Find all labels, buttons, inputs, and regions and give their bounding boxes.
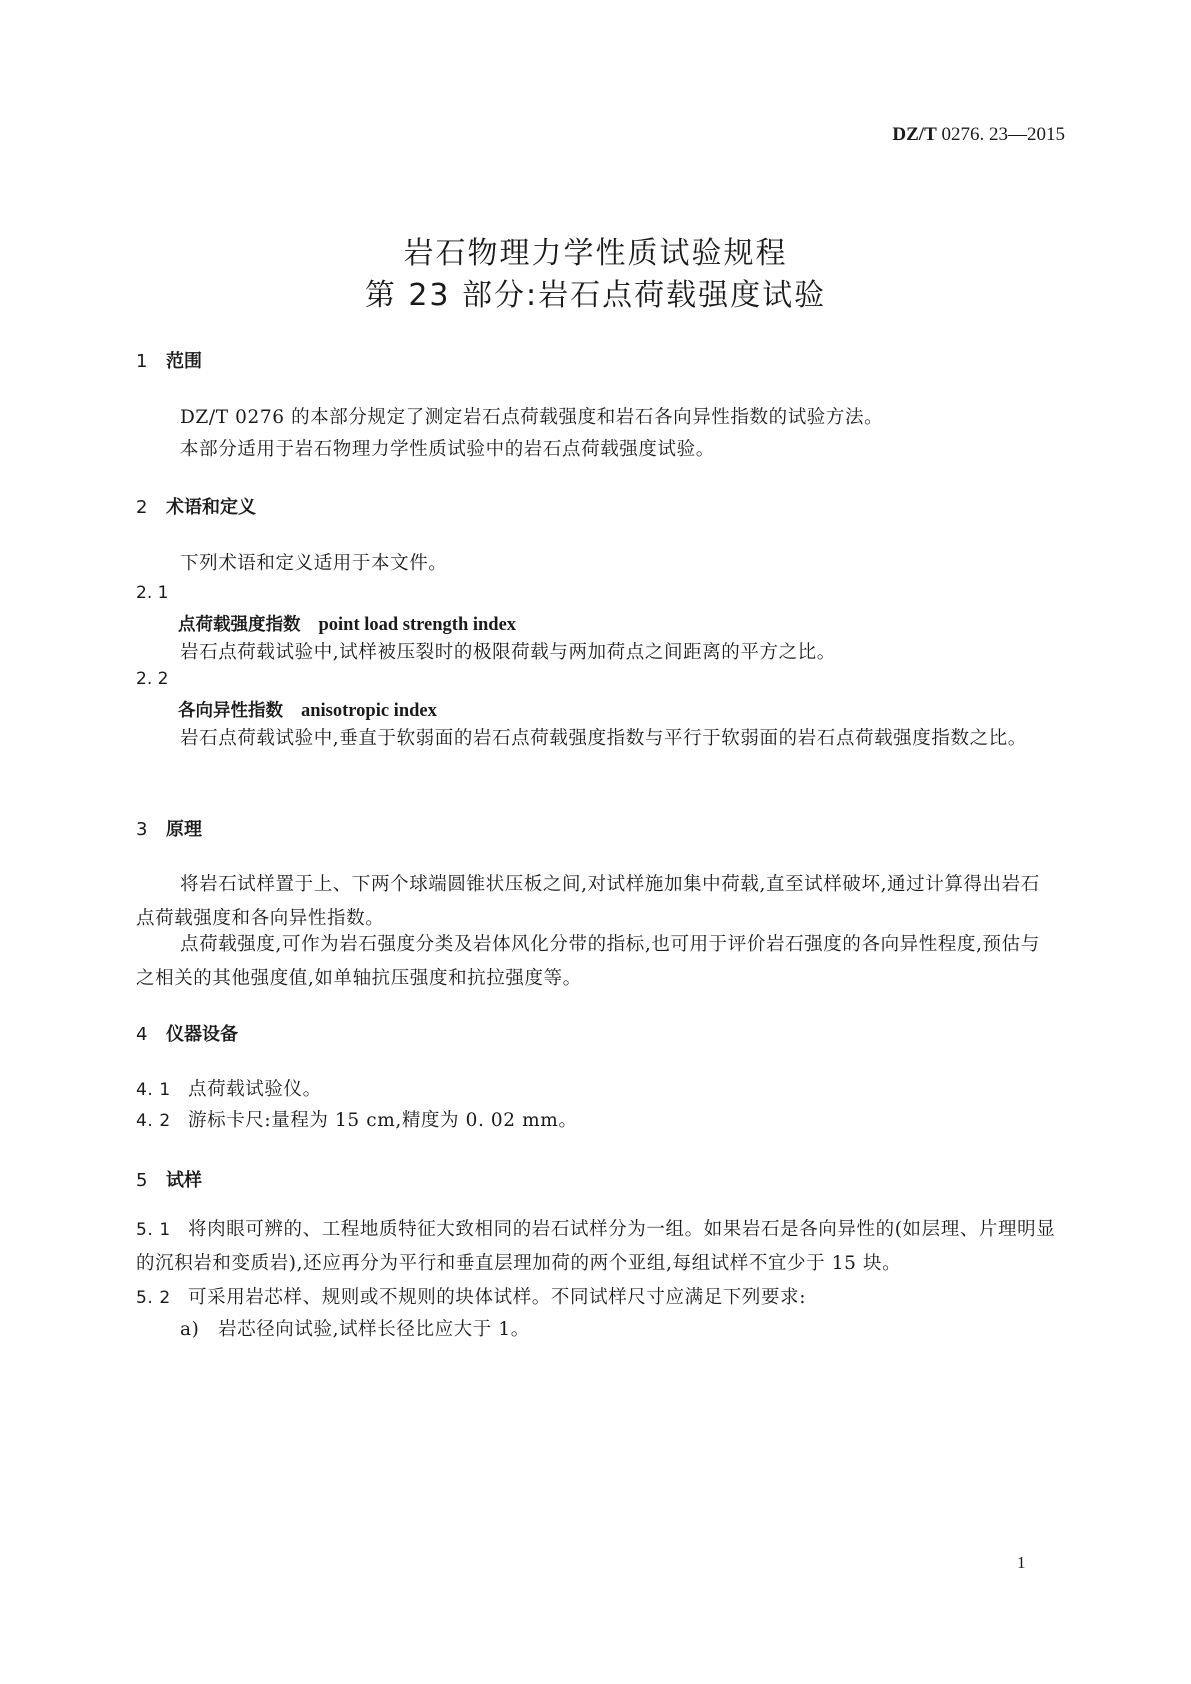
page-number: 1	[1017, 1553, 1026, 1572]
paragraph: 本部分适用于岩石物理力学性质试验中的岩石点荷载强度试验。	[180, 439, 715, 460]
section-heading-terms: 2 术语和定义	[136, 497, 256, 518]
sample-clause: 5. 1 将肉眼可辨的、工程地质特征大致相同的岩石试样分为一组。如果岩石是各向异性的(如层理、片理明显的沉积岩和变质岩),还应再分为平行和垂直层理加荷的两个亚组,每组试样不宜少于 15 块。	[136, 1219, 1056, 1274]
equipment-item: 4. 2 游标卡尺:量程为 15 cm,精度为 0. 02 mm。	[136, 1110, 578, 1131]
clause-number: 2. 2	[136, 669, 169, 689]
section-heading-equipment: 4 仪器设备	[136, 1024, 238, 1045]
document-title: 岩石物理力学性质试验规程	[403, 236, 788, 271]
equipment-item: 4. 1 点荷载试验仪。	[136, 1079, 322, 1100]
term-definition: 岩石点荷载试验中,垂直于软弱面的岩石点荷载强度指数与平行于软弱面的岩石点荷载强度指数之比。	[180, 728, 1027, 749]
term-definition: 岩石点荷载试验中,试样被压裂时的极限荷载与两加荷点之间距离的平方之比。	[180, 642, 836, 663]
standard-code: DZ/T 0276. 23—2015	[892, 124, 1065, 145]
paragraph: 点荷载强度,可作为岩石强度分类及岩体风化分带的指标,也可用于评价岩石强度的各向异性程度,预估与之相关的其他强度值,如单轴抗压强度和抗拉强度等。	[136, 934, 1040, 989]
paragraph: 将岩石试样置于上、下两个球端圆锥状压板之间,对试样施加集中荷载,直至试样破坏,通过计算得出岩石点荷载强度和各向异性指数。	[136, 874, 1040, 929]
clause-number: 2. 1	[136, 583, 169, 603]
paragraph: 下列术语和定义适用于本文件。	[180, 553, 448, 574]
list-item: a) 岩芯径向试验,试样长径比应大于 1。	[180, 1319, 530, 1340]
sample-clause: 5. 2 可采用岩芯样、规则或不规则的块体试样。不同试样尺寸应满足下列要求:	[136, 1287, 807, 1308]
term-heading: 各向异性指数 anisotropic index	[178, 701, 437, 721]
paragraph: DZ/T 0276 的本部分规定了测定岩石点荷载强度和岩石各向异性指数的试验方法。	[180, 407, 884, 428]
term-heading: 点荷载强度指数 point load strength index	[178, 615, 517, 635]
document-subtitle: 第 23 部分:岩石点荷载强度试验	[364, 278, 827, 313]
section-heading-scope: 1 范围	[136, 351, 202, 372]
section-heading-principle: 3 原理	[136, 819, 202, 840]
section-heading-samples: 5 试样	[136, 1170, 202, 1191]
